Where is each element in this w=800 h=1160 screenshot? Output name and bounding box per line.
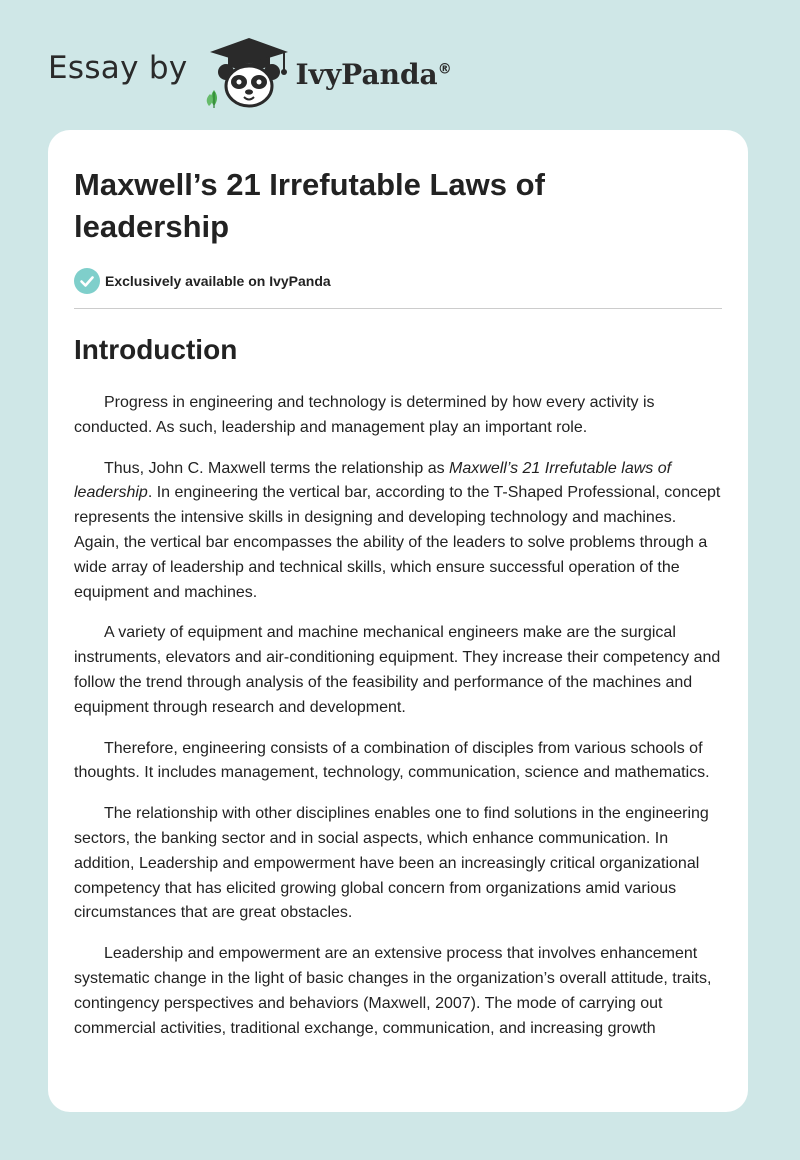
paragraph: The relationship with other disciplines enables one to find solutions in the engineering sectors, the banking sector and in social aspects, which enhance communication. In addition, Leadership and empowerment have been an increasingly critical organizational competency that has elicited growing global concern from organizations amid various circumstances that are great obstacles. <box>74 805 709 922</box>
essay-card <box>48 130 748 1112</box>
paragraph: A variety of equipment and machine mechanical engineers make are the surgical instruments, elevators and air-conditioning equipment. They increase their competency and follow the trend through analysis of the feasibility and performance of the machines and equipment through research and development. <box>74 624 721 716</box>
book-title-italic: Maxwell’s 21 Irrefutable laws of leadership <box>74 459 672 502</box>
section-heading: Introduction <box>74 334 238 365</box>
brand-name-text: IvyPanda <box>295 57 438 91</box>
paragraph-text: Thus, John C. Maxwell terms the relationship as <box>104 459 450 477</box>
paragraph: Progress in engineering and technology is determined by how every activity is conducted. As such, leadership and management play an important role. <box>74 394 655 436</box>
panda-logo-icon[interactable] <box>204 36 294 108</box>
exclusive-badge <box>74 268 722 294</box>
paragraph: Therefore, engineering consists of a combination of disciples from various schools of thoughts. It includes management, technology, communication, science and mathematics. <box>74 739 710 782</box>
brand-header <box>48 36 452 108</box>
registered-mark: ® <box>437 61 452 78</box>
checkmark-circle-icon <box>74 268 100 294</box>
exclusive-badge-text: Exclusively available on IvyPanda <box>105 273 331 289</box>
paragraph <box>74 457 724 606</box>
paragraph-text: . In engineering the vertical bar, according to the T-Shaped Professional, concept represents the intensive skills in designing and developing technology and machines. Again, the vertical bar encompasses the ability of the leaders to solve problems through a wide array of leadership and technical skills, which ensure successful operation of the equipment and machines. <box>74 484 721 601</box>
essay-by-label: Essay by <box>48 50 188 86</box>
brand-name[interactable] <box>296 58 452 91</box>
page-title: Maxwell’s 21 Irrefutable Laws of leadership <box>74 167 545 244</box>
divider <box>74 308 722 309</box>
paragraph: Leadership and empowerment are an extensive process that involves enhancement systematic change in the light of basic changes in the organization’s overall attitude, traits, contingency perspectives and behaviors (Maxwell, 2007). The mode of carrying out commercial activities, traditional exchange, communication, and increasing growth <box>74 945 712 1037</box>
